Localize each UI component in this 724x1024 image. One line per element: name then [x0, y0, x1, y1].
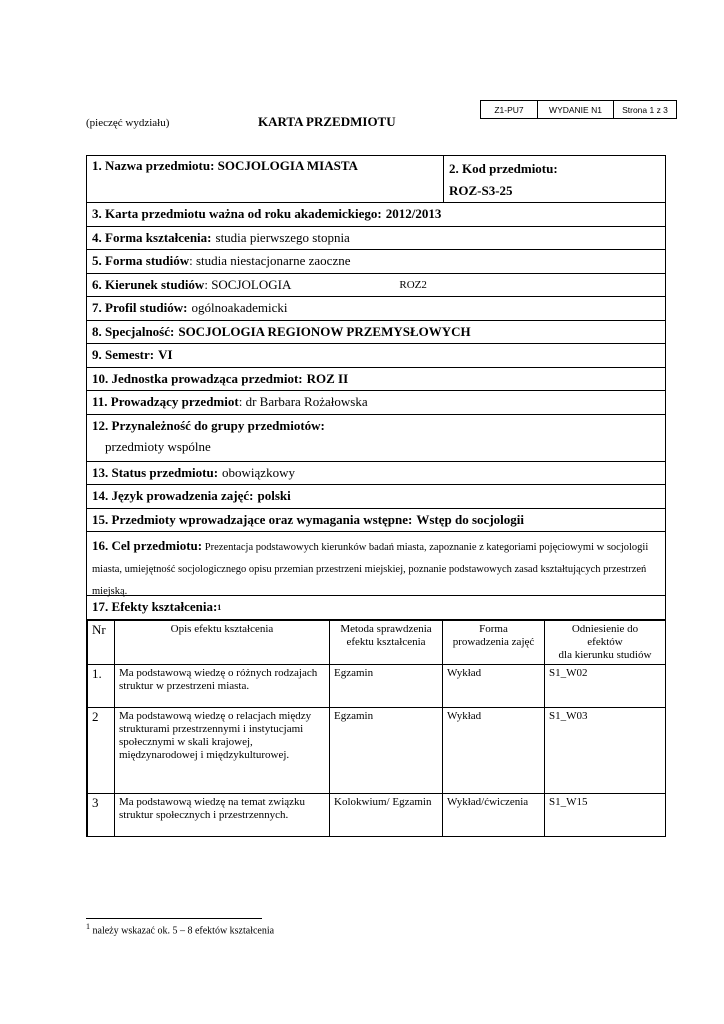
study-profile-label: 7. Profil studiów: — [92, 300, 188, 316]
outcome-method: Egzamin — [330, 707, 443, 793]
field-unit — [87, 368, 666, 392]
outcome-form: Wykład/ćwiczenia — [443, 793, 545, 836]
outcome-nr: 2 — [88, 707, 115, 793]
row-name-code — [87, 156, 666, 203]
outcome-reference: S1_W02 — [545, 664, 666, 707]
specialization-value: SOCJOLOGIA REGIONOW PRZEMYSŁOWYCH — [178, 323, 471, 339]
header-reference — [545, 620, 666, 664]
course-name-value: SOCJOLOGIA MIASTA — [217, 158, 358, 173]
field-lecturer — [87, 391, 666, 415]
document-code: Z1-PU7 — [481, 101, 538, 119]
outcome-form: Wykład — [443, 664, 545, 707]
field-study-form — [87, 250, 666, 274]
document-page: Strona 1 z 3 — [614, 101, 677, 119]
education-form-label: 4. Forma kształcenia: — [92, 229, 212, 245]
header-reference-line1: Odniesienie do — [571, 622, 639, 635]
field-semester — [87, 344, 666, 368]
outcome-description: Ma podstawową wiedzę na temat związku struktur społecznych i przestrzennych. — [115, 793, 330, 836]
header-method — [330, 620, 443, 664]
education-form-value: studia pierwszego stopnia — [215, 229, 350, 245]
footnote-separator — [86, 918, 262, 919]
field-course-goal — [87, 532, 666, 596]
outcome-nr: 1. — [88, 664, 115, 707]
footnote-text: należy wskazać ok. 5 – 8 efektów kształcenia — [90, 925, 275, 937]
table-header-row — [88, 620, 666, 664]
page-title: KARTA PRZEDMIOTU — [258, 114, 396, 129]
study-profile-value: ogólnoakademicki — [191, 300, 288, 316]
header-description: Opis efektu kształcenia — [115, 620, 330, 664]
field-status — [87, 462, 666, 486]
unit-label: 10. Jednostka prowadząca przedmiot: — [92, 370, 303, 386]
course-goal-value: Prezentacja podstawowych kierunków badań miasta, zapoznanie z kategoriami pojęciowymi w socjologii miasta, umiejętność socjologicznego opisu przemian przestrzeni miejskiej, poznanie podstawowych zasad kształtujących przestrzeń miejską. — [92, 542, 649, 597]
outcome-description: Ma podstawową wiedzę o relacjach między strukturami przestrzennymi i instytucjami społecznymi w skali krajowej, międzynarodowej i międzykulturowej. — [115, 707, 330, 793]
field-language — [87, 485, 666, 509]
study-form-value: : studia niestacjonarne zaoczne — [189, 253, 351, 269]
table-row — [88, 707, 666, 793]
header-form-line1: Forma — [479, 622, 508, 635]
header-form-line2: prowadzenia zajęć — [452, 635, 535, 648]
language-label: 14. Język prowadzenia zajęć: — [92, 488, 254, 504]
header-reference-line2: efektów — [587, 635, 623, 648]
learning-outcomes-table — [87, 620, 666, 837]
status-value: obowiązkowy — [222, 464, 295, 480]
field-course-name — [87, 156, 444, 202]
unit-value: ROZ II — [306, 370, 349, 386]
valid-year-label: 3. Karta przedmiotu ważna od roku akademickiego: — [92, 206, 382, 222]
faculty-stamp: (pieczęć wydziału) — [86, 117, 170, 129]
course-code-value: ROZ-S3-25 — [449, 183, 513, 198]
study-form-label: 5. Forma studiów — [92, 253, 190, 269]
field-course-code — [444, 156, 665, 202]
header-form — [443, 620, 545, 664]
outcome-form: Wykład — [443, 707, 545, 793]
learning-outcomes-label: 17. Efekty kształcenia: — [92, 599, 218, 615]
study-field-code: ROZ2 — [399, 278, 427, 291]
lecturer-value: : dr Barbara Rożałowska — [238, 394, 368, 410]
field-study-profile — [87, 297, 666, 321]
course-card — [86, 155, 666, 837]
course-goal-label: 16. Cel przedmiotu: — [92, 538, 203, 553]
footnote-mark: 1 — [86, 922, 90, 931]
field-valid-year — [87, 203, 666, 227]
outcome-reference: S1_W15 — [545, 793, 666, 836]
valid-year-value: 2012/2013 — [385, 206, 442, 222]
study-field-label: 6. Kierunek studiów — [92, 276, 205, 292]
footnote-ref: 1 — [217, 602, 222, 612]
course-name-label: 1. Nazwa przedmiotu: — [92, 158, 215, 173]
course-code-label: 2. Kod przedmiotu: — [449, 161, 558, 176]
field-specialization — [87, 321, 666, 345]
field-study-field — [87, 274, 666, 298]
outcome-reference: S1_W03 — [545, 707, 666, 793]
header-nr: Nr — [88, 620, 115, 664]
field-education-form — [87, 227, 666, 251]
course-group-value: przedmioty wspólne — [105, 438, 211, 454]
field-course-group — [87, 415, 666, 462]
outcome-nr: 3 — [88, 793, 115, 836]
header-method-line1: Metoda sprawdzenia — [340, 622, 432, 635]
field-prerequisites — [87, 509, 666, 533]
prerequisites-value: Wstęp do socjologii — [416, 511, 524, 527]
semester-label: 9. Semestr: — [92, 347, 155, 363]
table-row — [88, 664, 666, 707]
footnote — [86, 922, 274, 936]
document-code-box — [480, 100, 677, 119]
outcome-description: Ma podstawową wiedzę o różnych rodzajach struktur w przestrzeni miasta. — [115, 664, 330, 707]
document-edition: WYDANIE N1 — [538, 101, 614, 119]
header-reference-line3: dla kierunku studiów — [558, 648, 652, 661]
status-label: 13. Status przedmiotu: — [92, 464, 219, 480]
study-field-value: : SOCJOLOGIA — [204, 276, 292, 292]
specialization-label: 8. Specjalność: — [92, 323, 175, 339]
lecturer-label: 11. Prowadzący przedmiot — [92, 394, 239, 410]
course-group-label: 12. Przynależność do grupy przedmiotów: — [92, 417, 325, 433]
field-learning-outcomes — [87, 596, 666, 620]
table-row — [88, 793, 666, 836]
prerequisites-label: 15. Przedmioty wprowadzające oraz wymagania wstępne: — [92, 511, 413, 527]
semester-value: VI — [158, 347, 173, 363]
outcome-method: Egzamin — [330, 664, 443, 707]
header-method-line2: efektu kształcenia — [346, 635, 426, 648]
outcome-method: Kolokwium/ Egzamin — [330, 793, 443, 836]
language-value: polski — [257, 488, 291, 504]
